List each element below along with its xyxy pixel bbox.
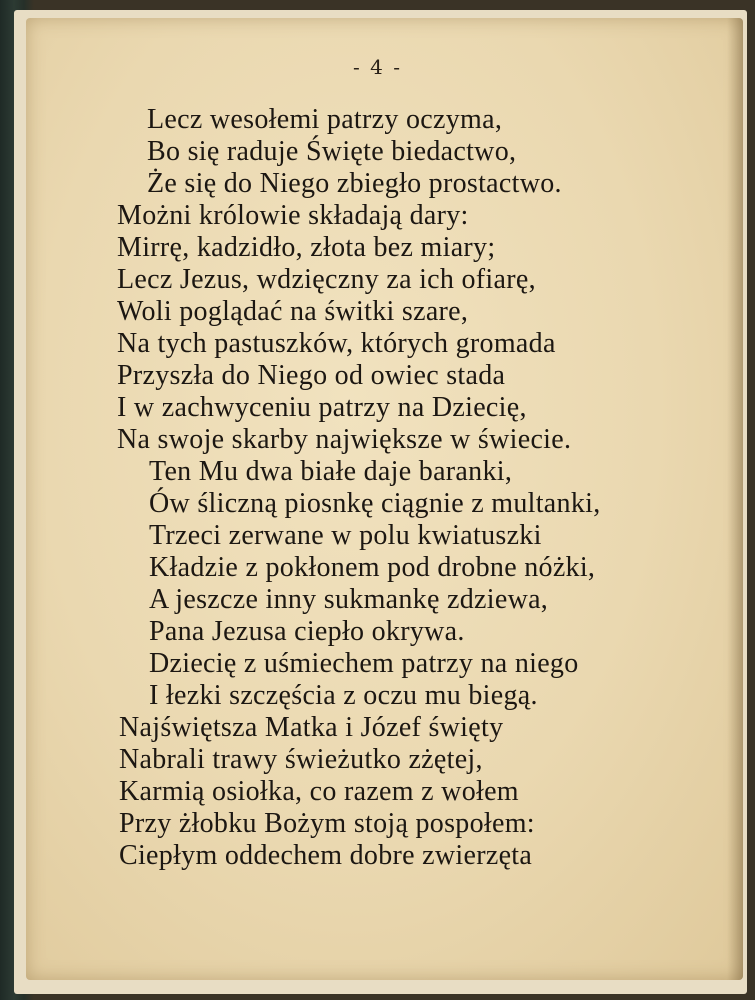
poem-line: Ten Mu dwa białe daje baranki, bbox=[149, 456, 513, 487]
poem-line: Możni królowie składają dary: bbox=[117, 200, 469, 231]
poem-line: Trzeci zerwane w polu kwiatuszki bbox=[149, 520, 542, 551]
poem-line: Nabrali trawy świeżutko zżętej, bbox=[119, 744, 483, 775]
poem-line: Przyszła do Niego od owiec stada bbox=[117, 360, 506, 391]
poem-line: Kładzie z pokłonem pod drobne nóżki, bbox=[149, 552, 596, 583]
poem-line: Na tych pastuszków, których gromada bbox=[117, 328, 556, 359]
poem-line: Pana Jezusa ciepło okrywa. bbox=[149, 616, 465, 647]
poem-line: Że się do Niego zbiegło prostactwo. bbox=[147, 168, 562, 199]
poem-line: Ów śliczną piosnkę ciągnie z multanki, bbox=[149, 488, 601, 519]
poem-line: Ciepłym oddechem dobre zwierzęta bbox=[119, 840, 533, 871]
poem-line: Przy żłobku Bożym stoją pospołem: bbox=[119, 808, 535, 839]
poem-line: Karmią osiołka, co razem z wołem bbox=[119, 776, 519, 807]
poem-line: Najświętsza Matka i Józef święty bbox=[119, 712, 504, 743]
poem-line: I w zachwyceniu patrzy na Dziecię, bbox=[117, 392, 527, 423]
page-number: - 4 - bbox=[353, 55, 402, 79]
poem-line: Bo się raduje Święte biedactwo, bbox=[147, 136, 517, 167]
poem-line: Lecz Jezus, wdzięczny za ich ofiarę, bbox=[117, 264, 536, 295]
poem-line: Dziecię z uśmiechem patrzy na niego bbox=[149, 648, 579, 679]
poem-line: A jeszcze inny sukmankę zdziewa, bbox=[149, 584, 549, 615]
poem-line: Na swoje skarby największe w świecie. bbox=[117, 424, 572, 455]
poem-line: Lecz wesołemi patrzy oczyma, bbox=[147, 104, 503, 135]
poem-line: I łezki szczęścia z oczu mu biegą. bbox=[149, 680, 538, 711]
poem-line: Mirrę, kadzidło, złota bez miary; bbox=[117, 232, 496, 263]
poem-line: Woli poglądać na świtki szare, bbox=[117, 296, 469, 327]
